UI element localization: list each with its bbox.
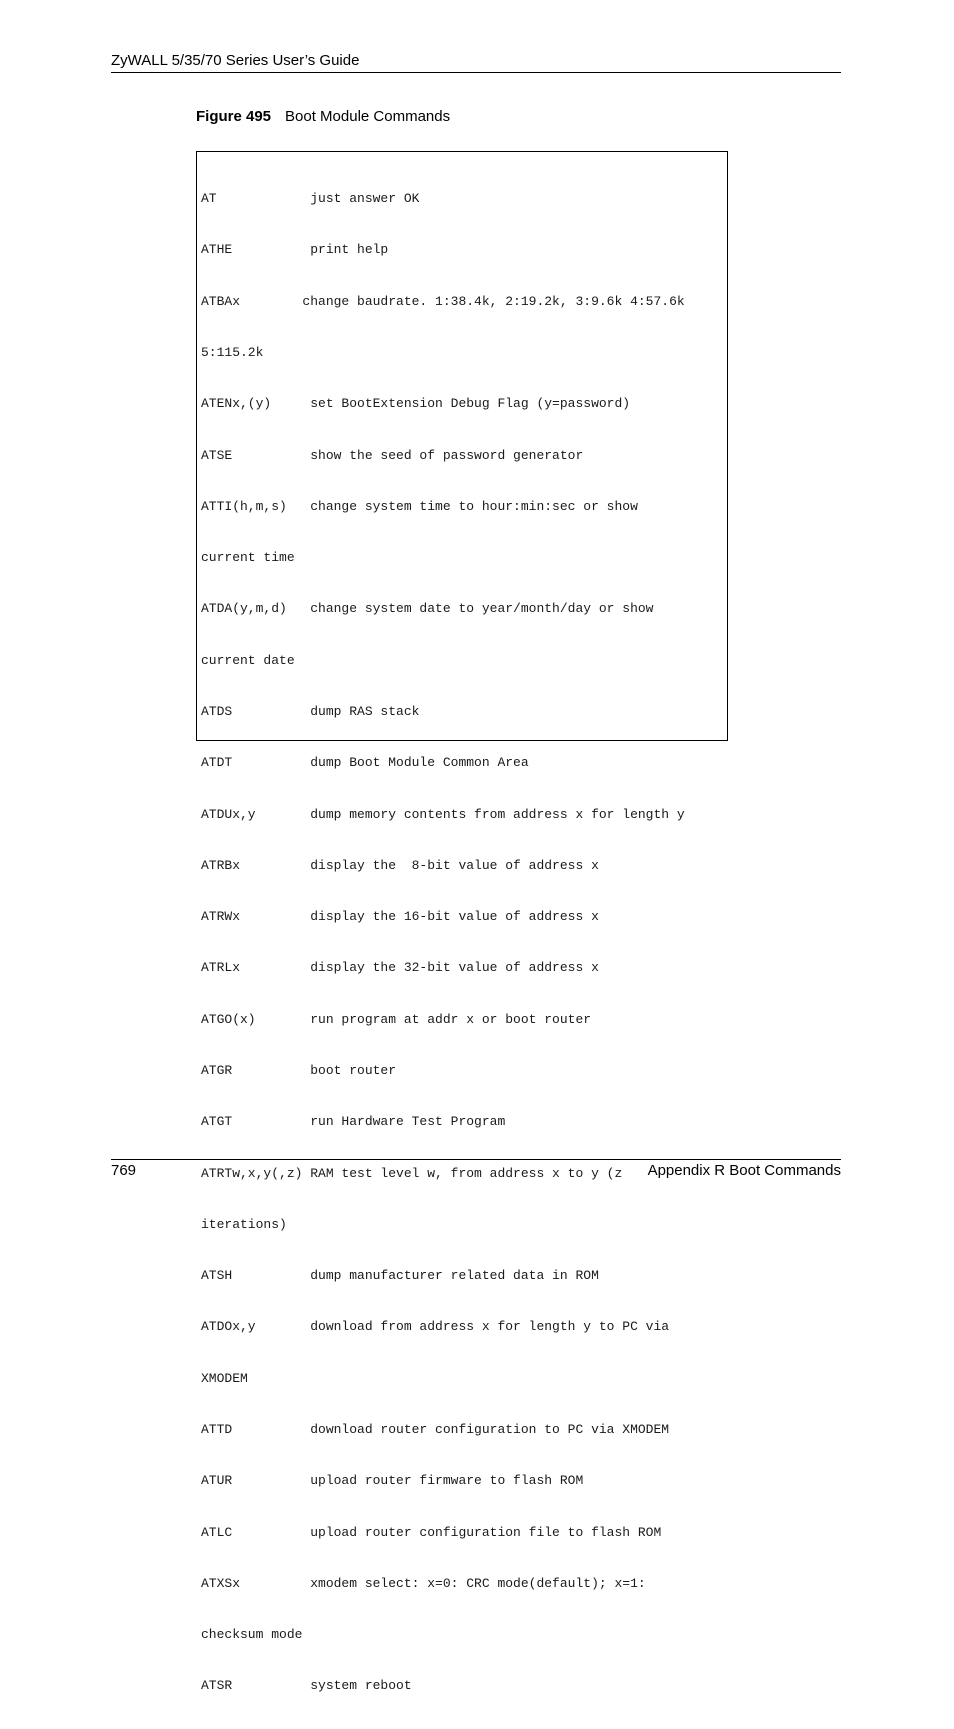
code-line: ATSR system reboot [201,1678,412,1694]
code-listing [201,156,727,1729]
code-line: ATTD download router configuration to PC via XMODEM [201,1421,670,1437]
code-line: ATSH dump manufacturer related data in ROM [201,1268,599,1284]
code-line: ATTI(h,m,s) change system time to hour:min:sec or show [201,498,638,514]
figure-title: Boot Module Commands [285,108,451,125]
code-line: 5:115.2k [201,345,264,361]
code-line: ATSE show the seed of password generator [201,447,584,463]
figure-caption [196,108,450,126]
boot-commands-code-box [196,151,728,1694]
code-line: ATHE print help [201,242,389,258]
code-line: XMODEM [201,1370,248,1386]
code-line: iterations) [201,1216,287,1232]
code-line: ATDOx,y download from address x for length y to PC via [201,1319,670,1335]
code-line: ATGO(x) run program at addr x or boot router [201,1011,592,1027]
code-line: ATENx,(y) set BootExtension Debug Flag (y=password) [201,396,631,412]
code-line: ATDUx,y dump memory contents from address x for length y [201,806,685,822]
code-line: ATUR upload router firmware to flash ROM [201,1473,584,1489]
figure-label: Figure 495 [196,108,272,125]
code-line: ATRLx display the 32-bit value of address x [201,960,599,976]
chapter-title: Appendix R Boot Commands [647,1162,841,1179]
code-line: current date [201,652,295,668]
code-line: ATGR boot router [201,1062,397,1078]
code-line: ATRBx display the 8-bit value of address x [201,857,599,873]
header-divider [111,72,841,73]
page-number: 769 [111,1162,137,1179]
code-line: ATLC upload router configuration file to flash ROM [201,1524,662,1540]
code-line: AT just answer OK [201,191,420,207]
code-line: ATDS dump RAS stack [201,704,420,719]
footer-divider [111,1159,841,1160]
code-line: ATDA(y,m,d) change system date to year/month/day or show [201,601,654,617]
code-line: ATBAx change baudrate. 1:38.4k, 2:19.2k, 3:9.6k 4:57.6k [201,293,685,309]
code-line: ATRTw,x,y(,z) RAM test level w, from address x to y (z [201,1165,623,1181]
code-line: ATXSx xmodem select: x=0: CRC mode(default); x=1: [201,1575,646,1591]
code-line: ATGT run Hardware Test Program [201,1114,506,1130]
code-line: current time [201,550,295,566]
running-header: ZyWALL 5/35/70 Series User’s Guide [111,52,360,69]
code-line: checksum mode [201,1627,303,1643]
code-line: ATRWx display the 16-bit value of address x [201,909,599,925]
code-line: ATDT dump Boot Module Common Area [201,755,529,771]
